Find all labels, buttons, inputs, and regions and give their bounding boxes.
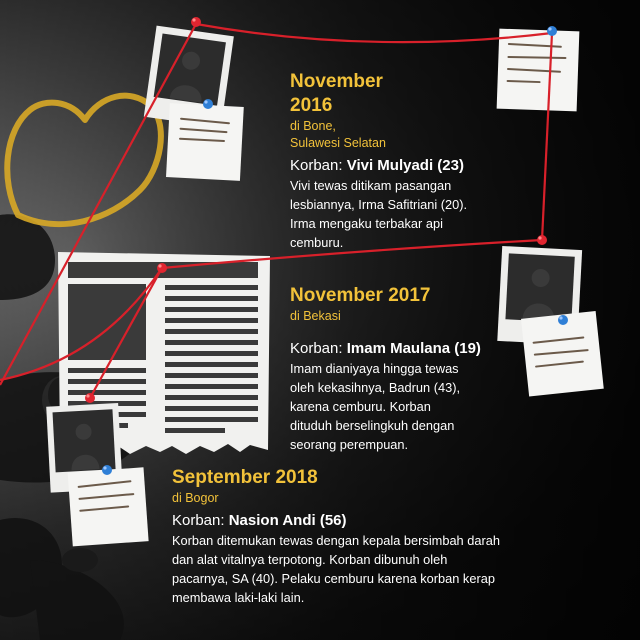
case-description [290, 176, 530, 252]
red-pin-icon [191, 17, 201, 27]
victim-name: Nasion Andi (56) [228, 512, 347, 529]
case-location [290, 118, 530, 152]
blue-pin-icon [547, 26, 557, 36]
description-line: pacarnya, SA (40). Pelaku cemburu karena korban kerap [172, 571, 495, 586]
description-line: membawa laki-laki lain. [172, 590, 305, 605]
description-line: seorang perempuan. [290, 437, 409, 452]
red-pin-icon [537, 235, 547, 245]
blue-pin-icon [102, 465, 112, 475]
case-date: November 2017 [290, 285, 431, 306]
sticky-note [68, 467, 149, 546]
case-entry [290, 70, 530, 252]
case-entry [290, 284, 520, 454]
description-line: oleh kekasihnya, Badrun (43), [290, 380, 461, 395]
victim-line [172, 511, 592, 531]
victim-line [290, 339, 520, 359]
case-date: September 2018 [172, 467, 318, 488]
description-line: dituduh berselingkuh dengan [290, 418, 455, 433]
case-description [172, 531, 584, 607]
case-location: di Bekasi [290, 309, 341, 323]
location-line: di Bone, [290, 119, 336, 133]
victim-label: Korban: [290, 340, 347, 357]
date-month: November [290, 71, 383, 92]
date-year: 2016 [290, 95, 333, 116]
red-pin-icon [85, 393, 95, 403]
description-line: Irma mengaku terbakar api [290, 216, 443, 231]
description-line: lesbiannya, Irma Safitriani (20). [290, 197, 468, 212]
victim-line [290, 156, 530, 176]
description-line: cemburu. [290, 235, 344, 250]
description-line: karena cemburu. Korban [290, 399, 431, 414]
description-line: Imam dianiyaya hingga tewas [290, 361, 459, 376]
victim-label: Korban: [172, 512, 229, 529]
case-description [290, 359, 520, 454]
case-date [290, 70, 530, 118]
description-line: Vivi tewas ditikam pasangan [290, 178, 452, 193]
blue-pin-icon [558, 315, 568, 325]
description-line: Korban ditemukan tewas dengan kepala bersimbah darah [172, 533, 500, 548]
description-line: dan alat vitalnya terpotong. Korban dibunuh oleh [172, 552, 448, 567]
victim-name: Vivi Mulyadi (23) [346, 157, 464, 174]
blue-pin-icon [203, 99, 213, 109]
victim-name: Imam Maulana (19) [346, 340, 481, 357]
case-entry [172, 466, 592, 607]
red-pin-icon [157, 263, 167, 273]
victim-label: Korban: [290, 157, 347, 174]
location-line: Sulawesi Selatan [290, 136, 386, 150]
case-location: di Bogor [172, 491, 219, 505]
sticky-note [166, 103, 244, 181]
